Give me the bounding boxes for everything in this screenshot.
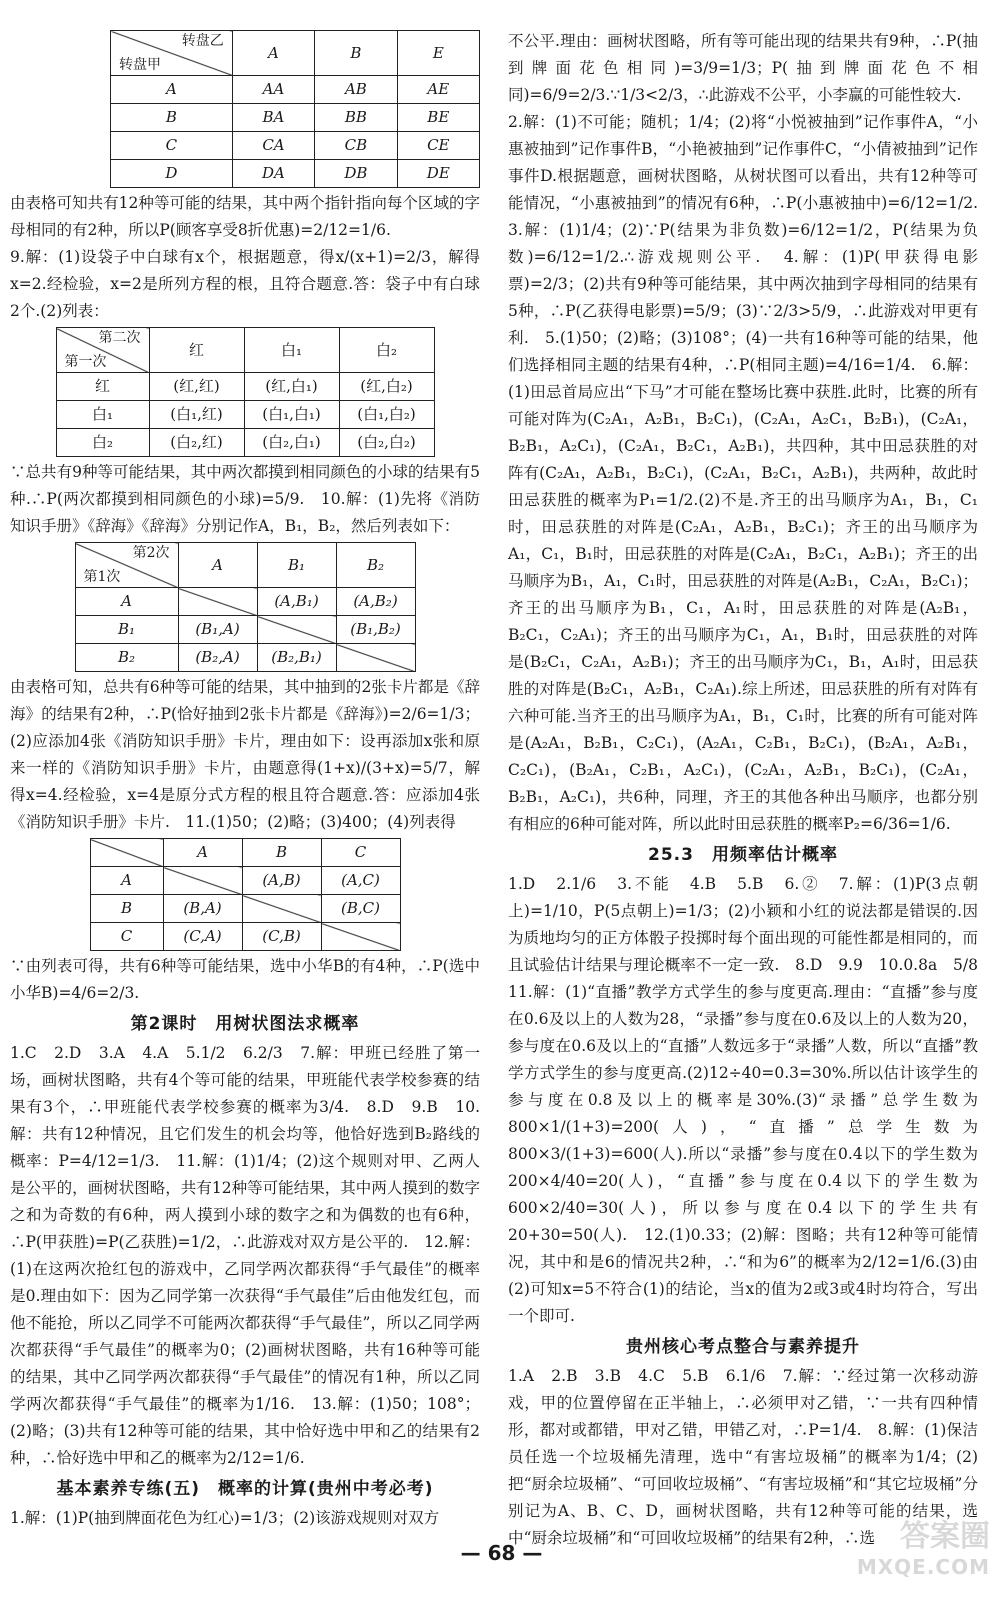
paragraph: 由表格可知，总共有6种等可能的结果，其中抽到的2张卡片都是《辞海》的结果有2种，∴P(恰好抽到2张卡片都是《辞海》)=2/6=1/3；(2)应添加4张《消防知识手册》卡片，理由如下：设再添加x张和原来一样的《消防知识手册》卡片，由题意得(1+x)/(3+x)=5/7，解得x=4.经检验，x=4是原分式方程的根且符合题意.答：应添加4张《消防知识手册》卡片. 11.(1)50；(2)略；(3)400；(4)列表得 xyxy=(10,678,480,831)
table-row: A (A,B) (A,C) xyxy=(90,867,400,895)
section-heading: 基本素养专练(五) 概率的计算(贵州中考必考) xyxy=(56,1479,434,1499)
table-row: B₂ (B₂,A) (B₂,B₁) xyxy=(75,644,415,672)
table-row: A AA AB AE xyxy=(111,76,480,104)
right-column xyxy=(508,28,994,1552)
table-col-header: E xyxy=(397,31,479,76)
table-ball-draws: 第二次 第一次 红 白₁ 白₂ 红 (红,红) (红,白₁) (红,白₂) 白₁ (白₁,红) (白₁,白₁) (白₁,白₂) 白₂ (白₂,红) (白₂,白₁) (白₂,白₂) xyxy=(10,327,480,457)
table-corner: 第2次 第1次 xyxy=(75,543,178,588)
paragraph: 1.C 2.D 3.A 4.A 5.1/2 6.2/3 7.解：甲班已经胜了第一场，画树状图略，共有4个等可能的结果，甲班能代表学校参赛的结果有3个，∴甲班能代表学校参赛的概率为3/4. 8.D 9.B 10.解：共有12种情况，且它们发生的机会均等，他恰好选到B₂路线的概率：P=4/12=1/3. 11.解：(1)1/4；(2)这个规则对甲、乙两人是公平的，画树状图略，共有12种等可能结果，其中两人摸到的数字之和为奇数的有6种，两人摸到小球的数字之和为偶数的也有6种，∴P(甲获胜)=P(乙获胜)=1/2，∴此游戏对双方是公平的. 12.解：(1)在这两次抢红包的游戏中，乙同学两次都获得“手气最佳”的概率是0.理由如下：因为乙同学第一次获得“手气最佳”后由他发红包，而他不能抢，所以乙同学不可能两次都获得“手气最佳”，所以乙同学两次都获得“手气最佳”的概率为0；(2)画树状图略，共有16种等可能的结果，其中乙同学两次都获得“手气最佳”的情况有1种，所以乙同学两次都获得“手气最佳”的概率为1/16. 13.解：(1)50；108°；(2)略；(3)共有12种等可能的结果，其中恰好选中甲和乙的结果有2种，∴恰好选中甲和乙的概率为2/12=1/6. xyxy=(10,1044,480,1467)
table-row: A (A,B₁) (A,B₂) xyxy=(75,588,415,616)
watermark-logo: 答案圈 MXQE.COM xyxy=(856,1519,990,1579)
table-row: B BA BB BE xyxy=(111,104,480,132)
paragraph: 9.解：(1)设袋子中白球有x个，根据题意，得x/(x+1)=2/3，解得x=2.经检验，x=2是所列方程的根，且符合题意.答：袋子中有白球2个.(2)列表： xyxy=(10,248,480,320)
page-number: — 68 — xyxy=(460,1541,543,1565)
table-col-header: B xyxy=(315,31,397,76)
section-heading: 第2课时 用树状图法求概率 xyxy=(130,1014,360,1034)
section-heading: 25.3 用频率估计概率 xyxy=(648,845,838,865)
table-row: 白₂ (白₂,红) (白₂,白₁) (白₂,白₂) xyxy=(56,429,434,457)
section-heading: 贵州核心考点整合与素养提升 xyxy=(626,1337,860,1357)
table-row: B (B,A) (B,C) xyxy=(90,895,400,923)
table-col-header: A xyxy=(232,31,314,76)
paragraph: ∵由列表可得，共有6种等可能结果，选中小华B的有4种，∴P(选中小华B)=4/6=2/3. xyxy=(10,957,480,1002)
paragraph: 2.解：(1)不可能；随机；1/4；(2)将“小悦被抽到”记作事件A，“小惠被抽到”记作事件B，“小艳被抽到”记作事件C，“小倩被抽到”记作事件D.根据题意，画树状图略，从树状图可以看出，共有12种等可能情况，“小惠被抽到”的情况有6种，∴P(小惠被抽中)=6/12=1/2. 3.解：(1)1/4；(2)∵P(结果为非负数)=6/12=1/2，P(结果为负数)=6/12=1/2.∴游戏规则公平. 4.解：(1)P(甲获得电影票)=2/3；(2)共有9种等可能结果，其中两次抽到字母相同的结果有5种，∴P(乙获得电影票)=5/9；(3)∵2/3>5/9，∴此游戏对甲更有利. 5.(1)50；(2)略；(3)108°；(4)一共有16种等可能的结果，他们选择相同主题的结果有4种，∴P(相同主题)=4/16=1/4. 6.解：(1)田忌首局应出“下马”才可能在整场比赛中获胜.此时，比赛的所有可能对阵为(C₂A₁，A₂B₁，B₂C₁)，(C₂A₁，A₂C₁，B₂B₁)，(C₂A₁，B₂B₁，A₂C₁)，(C₂A₁，B₂C₁，A₂B₁)，共四种，其中田忌获胜的对阵有(C₂A₁，A₂B₁，B₂C₁)，(C₂A₁，B₂C₁，A₂B₁)，共两种，故此时田忌获胜的概率为P₁=1/2.(2)不是.齐王的出马顺序为A₁，B₁，C₁时，田忌获胜的对阵是(C₂A₁，A₂B₁，B₂C₁)；齐王的出马顺序为A₁，C₁，B₁时，田忌获胜的对阵是(C₂A₁，B₂C₁，A₂B₁)；齐王的出马顺序为B₁，A₁，C₁时，田忌获胜的对阵是(A₂B₁，C₂A₁，B₂C₁)；齐王的出马顺序为B₁，C₁，A₁时，田忌获胜的对阵是(A₂B₁，B₂C₁，C₂A₁)；齐王的出马顺序为C₁，A₁，B₁时，田忌获胜的对阵是(B₂C₁，C₂A₁，A₂B₁)；齐王的出马顺序为C₁，B₁，A₁时，田忌获胜的对阵是(B₂C₁，A₂B₁，C₂A₁).综上所述，田忌获胜的所有对阵有六种可能.当齐王的出马顺序为A₁，B₁，C₁时，比赛的所有可能对阵是(A₂A₁，B₂B₁，C₂C₁)，(A₂A₁，C₂B₁，B₂C₁)，(B₂A₁，A₂B₁，C₂C₁)，(B₂A₁，C₂B₁，A₂C₁)，(C₂A₁，A₂B₁，B₂C₁)，(C₂A₁，B₂B₁，A₂C₁)，共6种，同理，齐王的其他各种出马顺序，也都分别有相应的6种可能对阵，所以此时田忌获胜的概率P₂=6/36=1/6. xyxy=(508,113,994,833)
table-row: B₁ (B₁,A) (B₁,B₂) xyxy=(75,616,415,644)
table-student-pick: A B C A (A,B) (A,C) B (B,A) (B,C) C (C,A) (C,B) xyxy=(10,838,480,951)
paragraph: 由表格可知共有12种等可能的结果，其中两个指针指向每个区域的字母相同的有2种，所以P(顾客享受8折优惠)=2/12=1/6. xyxy=(10,194,480,239)
table-spinner xyxy=(10,30,480,188)
paragraph: 不公平.理由：画树状图略，所有等可能出现的结果共有9种，∴P(抽到牌面花色相同)=3/9=1/3；P(抽到牌面花色不相同)=6/9=2/3.∵1/3<2/3，∴此游戏不公平，小李赢的可能性较大. xyxy=(508,32,978,104)
paragraph: ∵总共有9种等可能结果，其中两次都摸到相同颜色的小球的结果有5种.∴P(两次都摸到相同颜色的小球)=5/9. 10.解：(1)先将《消防知识手册》《辞海》《辞海》分别记作A，B₁，B₂，然后列表如下： xyxy=(10,463,480,535)
table-corner xyxy=(90,839,163,867)
table-card-draws: 第2次 第1次 A B₁ B₂ A (A,B₁) (A,B₂) B₁ (B₁,A) (B₁,B₂) B₂ (B₂,A) (B₂,B₁) xyxy=(10,542,480,672)
table-row: 红 (红,红) (红,白₁) (红,白₂) xyxy=(56,373,434,401)
left-column xyxy=(10,28,480,1532)
table-row: C CA CB CE xyxy=(111,132,480,160)
table-corner: 转盘乙 转盘甲 xyxy=(111,31,233,76)
paragraph: 1.D 2.1/6 3.不能 4.B 5.B 6.② 7.解：(1)P(3点朝上)=1/10，P(5点朝上)=1/3；(2)小颖和小红的说法都是错误的.因为质地均匀的正方体骰子投掷时每个面出现的可能性都是相同的，而且试验估计结果与理论概率不一定一致. 8.D 9.9 10.0.8a 5/8 11.解：(1)“直播”教学方式学生的参与度更高.理由：“直播”参与度在0.6及以上的人数为28，“录播”参与度在0.6及以上的人数为20，参与度在0.6及以上的“直播”人数远多于“录播”人数，所以“直播”教学方式学生的参与度更高.(2)12÷40=0.3=30%.所以估计该学生的参与度在0.8及以上的概率是30%.(3)“录播”总学生数为800×1/(1+3)=200(人)，“直播”总学生数为800×3/(1+3)=600(人).所以“录播”参与度在0.4以下的学生数为200×4/40=20(人)，“直播”参与度在0.4以下的学生数为600×2/40=30(人)，所以参与度在0.4以下的学生共有20+30=50(人). 12.(1)0.33；(2)解：图略；共有12种等可能情况，其中和是6的情况共2种，∴“和为6”的概率为2/12=1/6.(3)由(2)可知x=5不符合(1)的结论，当x的值为2或3或4时均符合，写出一个即可. xyxy=(508,875,994,1325)
paragraph: 1.解：(1)P(抽到牌面花色为红心)=1/3；(2)该游戏规则对双方 xyxy=(10,1509,440,1527)
paragraph: 1.A 2.B 3.B 4.C 5.B 6.1/6 7.解：∵经过第一次移动游戏，甲的位置停留在正半轴上，∴必须甲对乙错，∵一共有四种情形，都对或都错，甲对乙错，甲错乙对，∴P=1/4. 8.解：(1)保洁员任选一个垃圾桶先清理，选中“有害垃圾桶”的概率为1/4；(2)把“厨余垃圾桶”、“可回收垃圾桶”、“有害垃圾桶”和“其它垃圾桶”分别记为A、B、C、D，画树状图略，共有12种等可能的结果，选中“厨余垃圾桶”和“可回收垃圾桶”的结果有2种，∴选 xyxy=(508,1367,978,1547)
table-row: 白₁ (白₁,红) (白₁,白₁) (白₁,白₂) xyxy=(56,401,434,429)
table-row: C (C,A) (C,B) xyxy=(90,923,400,951)
table-row: D DA DB DE xyxy=(111,160,480,188)
table-corner: 第二次 第一次 xyxy=(56,328,149,373)
